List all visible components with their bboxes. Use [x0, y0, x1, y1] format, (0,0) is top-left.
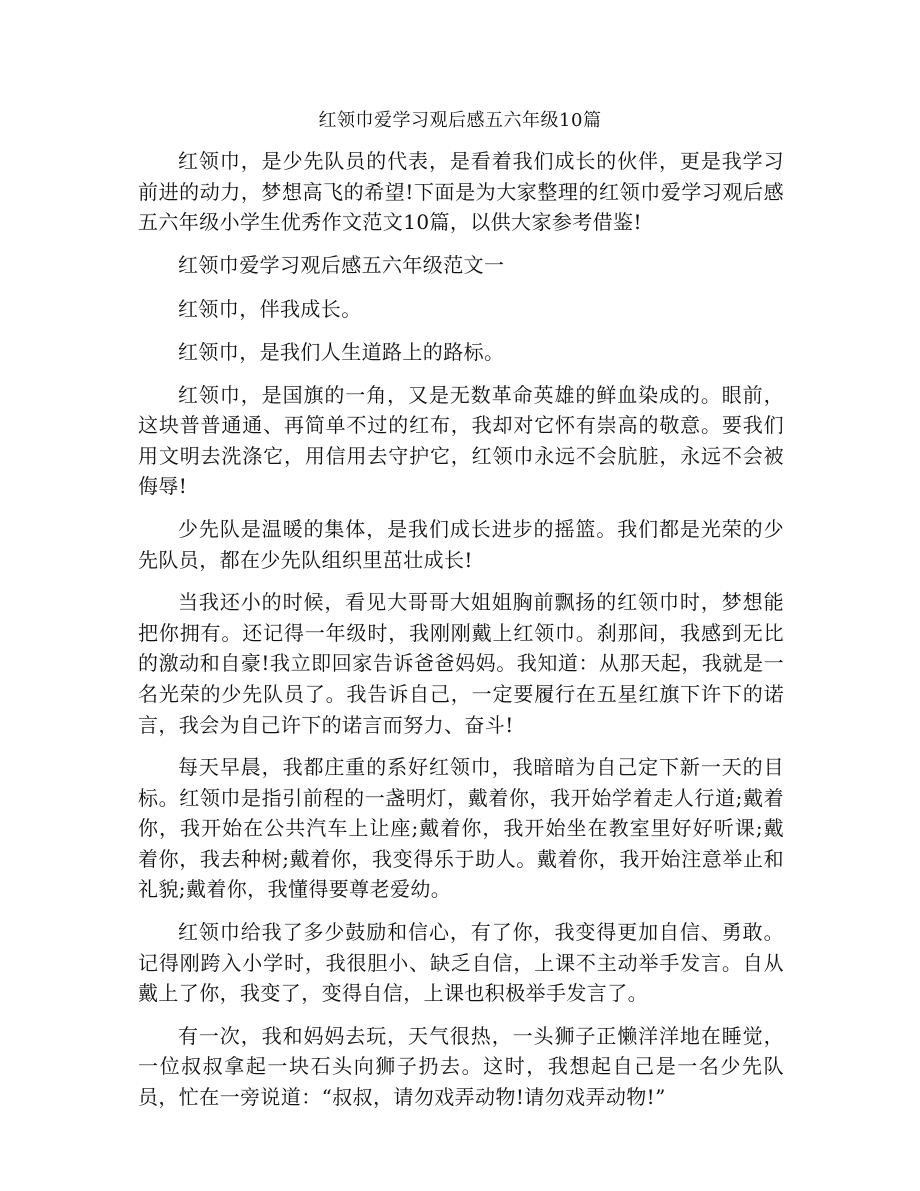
- section-heading: 红领巾爱学习观后感五六年级范文一: [178, 252, 505, 277]
- body-paragraph: 红领巾，伴我成长。: [178, 297, 362, 322]
- body-paragraph: 当我还小的时候，看见大哥哥大姐姐胸前飘扬的红领巾时，梦想能把你拥有。还记得一年级时，我刚刚戴上红领巾。刹那间，我感到无比的激动和自豪!我立即回家告诉爸爸妈妈。我知道：从那天起，我就是一名光荣的少先队员了。我告诉自己，一定要履行在五星红旗下许下的诺言，我会为自己许下的诺言而努力、奋斗!: [138, 590, 784, 737]
- intro-paragraph: 红领巾，是少先队员的代表，是看着我们成长的伙伴，更是我学习前进的动力，梦想高飞的希望!下面是为大家整理的红领巾爱学习观后感五六年级小学生优秀作文范文10篇，以供大家参考借鉴!: [138, 149, 784, 235]
- body-paragraph: 有一次，我和妈妈去玩，天气很热，一头狮子正懒洋洋地在睡觉，一位叔叔拿起一块石头向狮子扔去。这时，我想起自己是一名少先队员，忙在一旁说道：“叔叔，请勿戏弄动物!请勿戏弄动物!”: [138, 1023, 784, 1110]
- body-paragraph: 每天早晨，我都庄重的系好红领巾，我暗暗为自己定下新一天的目标。红领巾是指引前程的一盏明灯，戴着你，我开始学着走人行道;戴着你，我开始在公共汽车上让座;戴着你，我开始坐在教室里好好听课;戴着你，我去种树;戴着你，我变得乐于助人。戴着你，我开始注意举止和礼貌;戴着你，我懂得要尊老爱幼。: [138, 755, 784, 902]
- document-title: 红领巾爱学习观后感五六年级10篇: [318, 110, 602, 131]
- body-paragraph: 红领巾给我了多少鼓励和信心，有了你，我变得更加自信、勇敢。记得刚跨入小学时，我很胆小、缺乏自信，上课不主动举手发言。自从戴上了你，我变了，变得自信，上课也积极举手发言了。: [138, 920, 784, 1006]
- document-body: [138, 146, 784, 1125]
- body-paragraph: 红领巾，是我们人生道路上的路标。: [178, 339, 505, 364]
- body-paragraph: 红领巾，是国旗的一角，又是无数革命英雄的鲜血染成的。眼前，这块普普通通、再简单不过的红布，我却对它怀有崇高的敬意。要我们用文明去洗涤它，用信用去守护它，红领巾永远不会肮脏，永远不会被侮辱!: [138, 382, 784, 499]
- body-paragraph: 少先队是温暖的集体，是我们成长进步的摇篮。我们都是光荣的少先队员，都在少先队组织里茁壮成长!: [138, 516, 784, 572]
